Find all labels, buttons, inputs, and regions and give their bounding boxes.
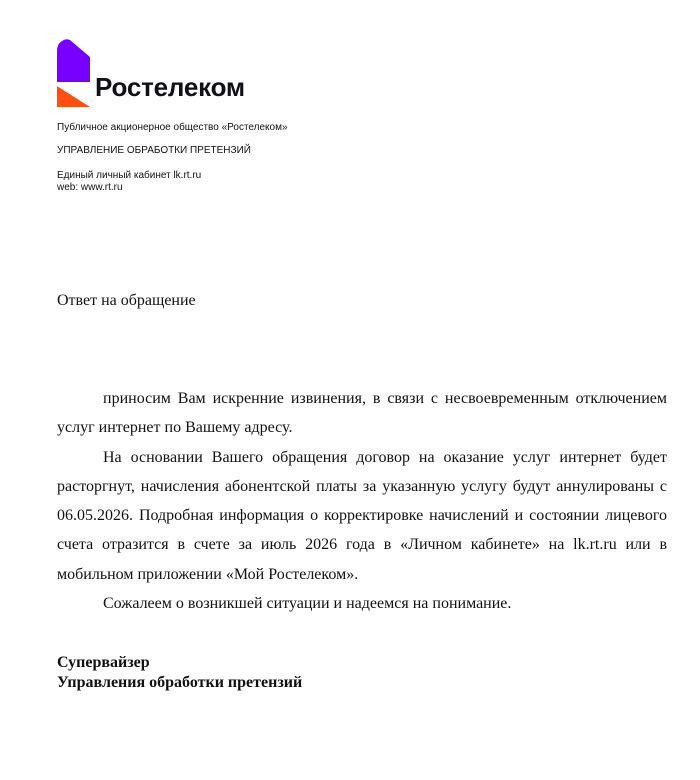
department-name: УПРАВЛЕНИЕ ОБРАБОТКИ ПРЕТЕНЗИЙ [57,145,251,156]
letter-subject: Ответ на обращение [57,292,196,309]
signature-department: Управления обработки претензий [57,674,303,691]
signature-block [57,653,302,693]
rostelecom-logo [57,38,257,110]
body-paragraph: На основании Вашего обращения договор на оказание услуг интернет будет расторгнут, начисления абонентской платы за указанную услугу будут аннулированы с 06.05.2026. Подробная информация о корректировке начислений и состоянии лицевого счета отразится в счете за июль 2026 года в «Личном кабинете» на lk.rt.ru или в мобильном приложении «Мой Ростелеком». [57,448,667,583]
rostelecom-logo-icon [57,38,93,110]
cabinet-line: Единый личный кабинет lk.rt.ru [57,170,202,181]
signature-title: Супервайзер [57,654,150,671]
company-name: Публичное акционерное общество «Ростелеком» [57,122,288,133]
brand-name: Ростелеком [95,72,245,102]
letter-body [57,384,667,618]
body-paragraph: Сожалеем о возникшей ситуации и надеемся на понимание. [103,595,512,613]
web-line: web: www.rt.ru [57,182,123,193]
body-paragraph: приносим Вам искренние извинения, в связи с несвоевременным отключением услуг интернет по Вашему адресу. [57,390,667,437]
